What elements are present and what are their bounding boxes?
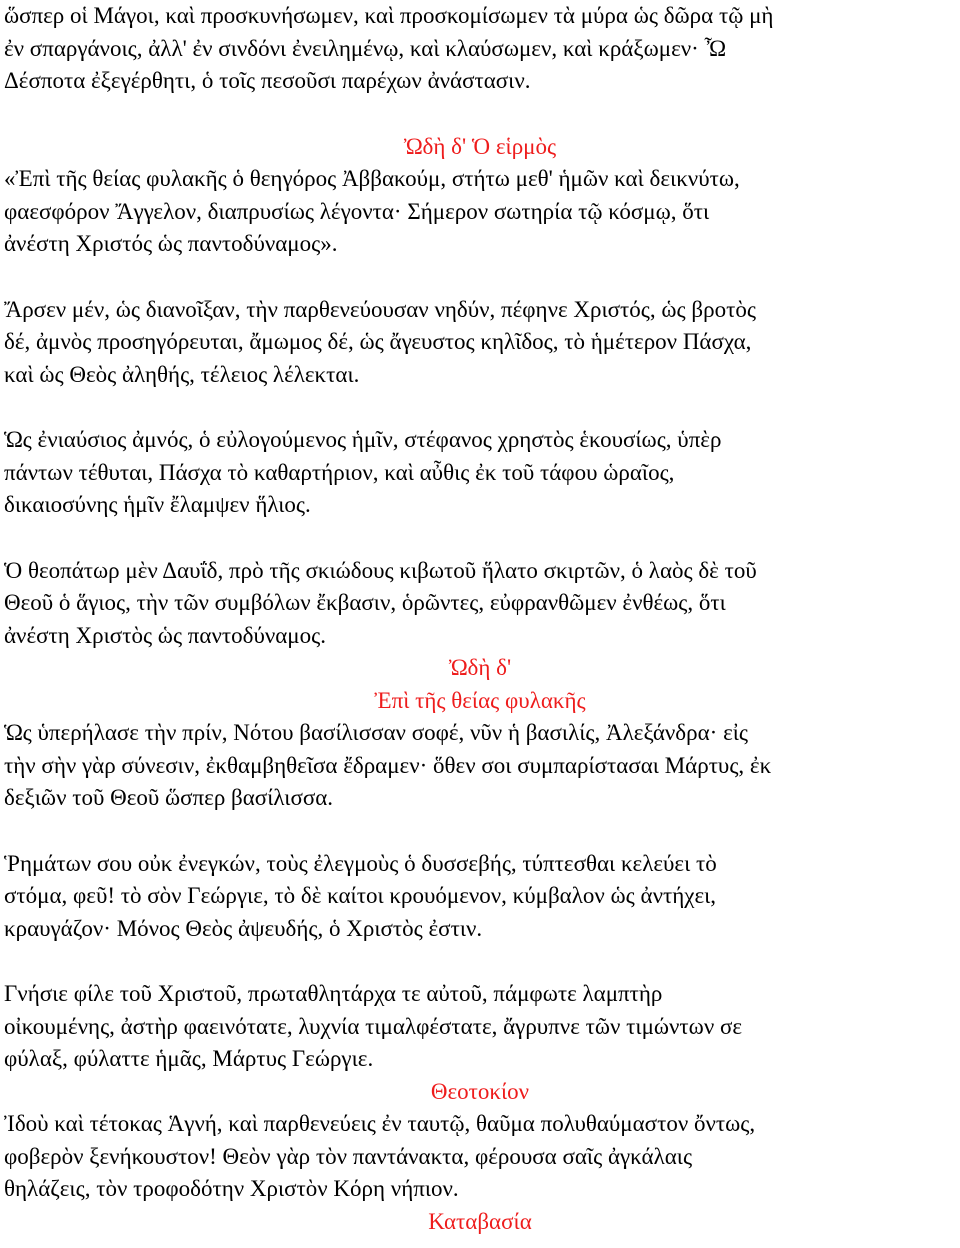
text-line: Ῥημάτων σου οὐκ ἐνεγκών, τοὺς ἐλεγμοὺς ὁ δυσσεβής, τύπτεσθαι κελεύει τὸ [4, 850, 717, 876]
text-line: Ὁ θεοπάτωρ μὲν Δαυΐδ, πρὸ τῆς σκιώδους κιβωτοῦ ἥλατο σκιρτῶν, ὁ λαὸς δὲ τοῦ [4, 557, 757, 583]
text-line: φύλαξ, φύλαττε ἡμᾶς, Μάρτυς Γεώργιε. [4, 1046, 374, 1071]
block-arsen [4, 294, 956, 392]
paragraph-spacer [4, 261, 956, 294]
text-line: θηλάζεις, τὸν τροφοδότην Χριστὸν Κόρη νήπιον. [4, 1176, 459, 1201]
heading-ode4: Ὠδὴ δ' [448, 655, 512, 680]
text-line: φαεσφόρον Ἄγγελον, διαπρυσίως λέγοντα· Σήμερον σωτηρία τῷ κόσμῳ, ὅτι [4, 198, 710, 224]
text-line: Δέσποτα ἐξεγέρθητι, ὁ τοῖς πεσοῦσι παρέχων ἀνάστασιν. [4, 68, 531, 93]
text-line: κραυγάζον· Μόνος Θεὸς ἀψευδής, ὁ Χριστὸς ἐστιν. [4, 915, 483, 941]
text-line: Γνήσιε φίλε τοῦ Χριστοῦ, πρωταθλητάρχα τε αὐτοῦ, πάμφωτε λαμπτὴρ [4, 981, 663, 1006]
text-line: φοβερὸν ξενήκουστον! Θεὸν γὰρ τὸν παντάνακτα, φέρουσα σαῖς ἀγκάλαις [4, 1143, 693, 1169]
block-magoi [4, 0, 956, 98]
text-line: δεξιῶν τοῦ Θεοῦ ὥσπερ βασίλισσα. [4, 785, 334, 810]
block-alexandra [4, 717, 956, 815]
text-line: Ἰδοὺ καὶ τέτοκας Ἁγνή, καὶ παρθενεύεις ἐν ταυτῷ, θαῦμα πολυθαύμαστον ὄντως, [4, 1111, 756, 1136]
text-line: καὶ ὡς Θεὸς ἀληθής, τέλειος λέλεκται. [4, 361, 360, 387]
block-gnisie [4, 978, 956, 1076]
paragraph-spacer [4, 815, 956, 848]
text-line: ἐν σπαργάνοις, ἀλλ' ἐν σινδόνι ἐνειλημένῳ, καὶ κλαύσωμεν, καὶ κράξωμεν· Ὦ [4, 35, 726, 61]
text-line: Ὡς ὑπερήλασε τὴν πρίν, Νότου βασίλισσαν σοφέ, νῦν ἡ βασιλίς, Ἀλεξάνδρα· εἰς [4, 720, 749, 745]
heading-theotokion: Θεοτοκίον [430, 1078, 530, 1104]
text-line: στόμα, φεῦ! τὸ σὸν Γεώργιε, τὸ δὲ καίτοι κρουόμενον, κύμβαλον ὡς ἀντήχει, [4, 883, 717, 908]
text-line: δικαιοσύνης ἡμῖν ἔλαμψεν ἥλιος. [4, 492, 311, 517]
text-line: ἀνέστη Χριστός ὡς παντοδύναμος». [4, 231, 338, 256]
block-idou [4, 1108, 956, 1206]
text-line: ὥσπερ οἱ Μάγοι, καὶ προσκυνήσωμεν, καὶ προσκομίσωμεν τὰ μύρα ὡς δῶρα τῷ μὴ [4, 3, 774, 28]
block-eirmos [4, 163, 956, 261]
liturgical-text-page [4, 0, 956, 1238]
text-line: οἰκουμένης, ἀστὴρ φαεινότατε, λυχνία τιμαλφέστατε, ἄγρυπνε τῶν τιμώντων σε [4, 1013, 743, 1039]
text-line: πάντων τέθυται, Πάσχα τὸ καθαρτήριον, καὶ αὖθις ἐκ τοῦ τάφου ὡραῖος, [4, 459, 675, 485]
paragraph-spacer [4, 945, 956, 978]
text-line: τὴν σὴν γὰρ σύνεσιν, ἐκθαμβηθεῖσα ἔδραμεν· ὅθεν σοι συμπαρίστασαι Μάρτυς, ἐκ [4, 752, 772, 778]
heading-epi-tis-theias: Ἐπὶ τῆς θείας φυλακῆς [374, 687, 586, 713]
text-line: δέ, ἀμνὸς προσηγόρευται, ἄμωμος δέ, ὡς ἄγευστος κηλῖδος, τὸ ἡμέτερον Πάσχα, [4, 329, 752, 354]
text-line: Ἄρσεν μέν, ὡς διανοῖξαν, τὴν παρθενεύουσαν νηδύν, πέφηνε Χριστός, ὡς βροτὸς [4, 296, 756, 322]
paragraph-spacer [4, 98, 956, 131]
text-line: Ὡς ἐνιαύσιος ἀμνός, ὁ εὐλογούμενος ἡμῖν, στέφανος χρηστὸς ἑκουσίως, ὑπὲρ [4, 427, 722, 452]
text-line: ἀνέστη Χριστὸς ὡς παντοδύναμος. [4, 622, 326, 648]
block-eniausios [4, 424, 956, 522]
paragraph-spacer [4, 522, 956, 555]
block-theopator [4, 555, 956, 653]
block-rimaton [4, 848, 956, 946]
text-line: «Ἐπὶ τῆς θείας φυλακῆς ὁ θεηγόρος Ἀββακούμ, στήτω μεθ' ἡμῶν καὶ δεικνύτω, [4, 166, 740, 191]
paragraph-spacer [4, 391, 956, 424]
heading-ode4-eirmos: Ὠδὴ δ' Ὁ εἱρμὸς [403, 133, 557, 159]
heading-katavasia: Καταβασία [428, 1208, 532, 1234]
text-line: Θεοῦ ὁ ἅγιος, τὴν τῶν συμβόλων ἔκβασιν, ὁρῶντες, εὐφρανθῶμεν ἐνθέως, ὅτι [4, 590, 726, 615]
